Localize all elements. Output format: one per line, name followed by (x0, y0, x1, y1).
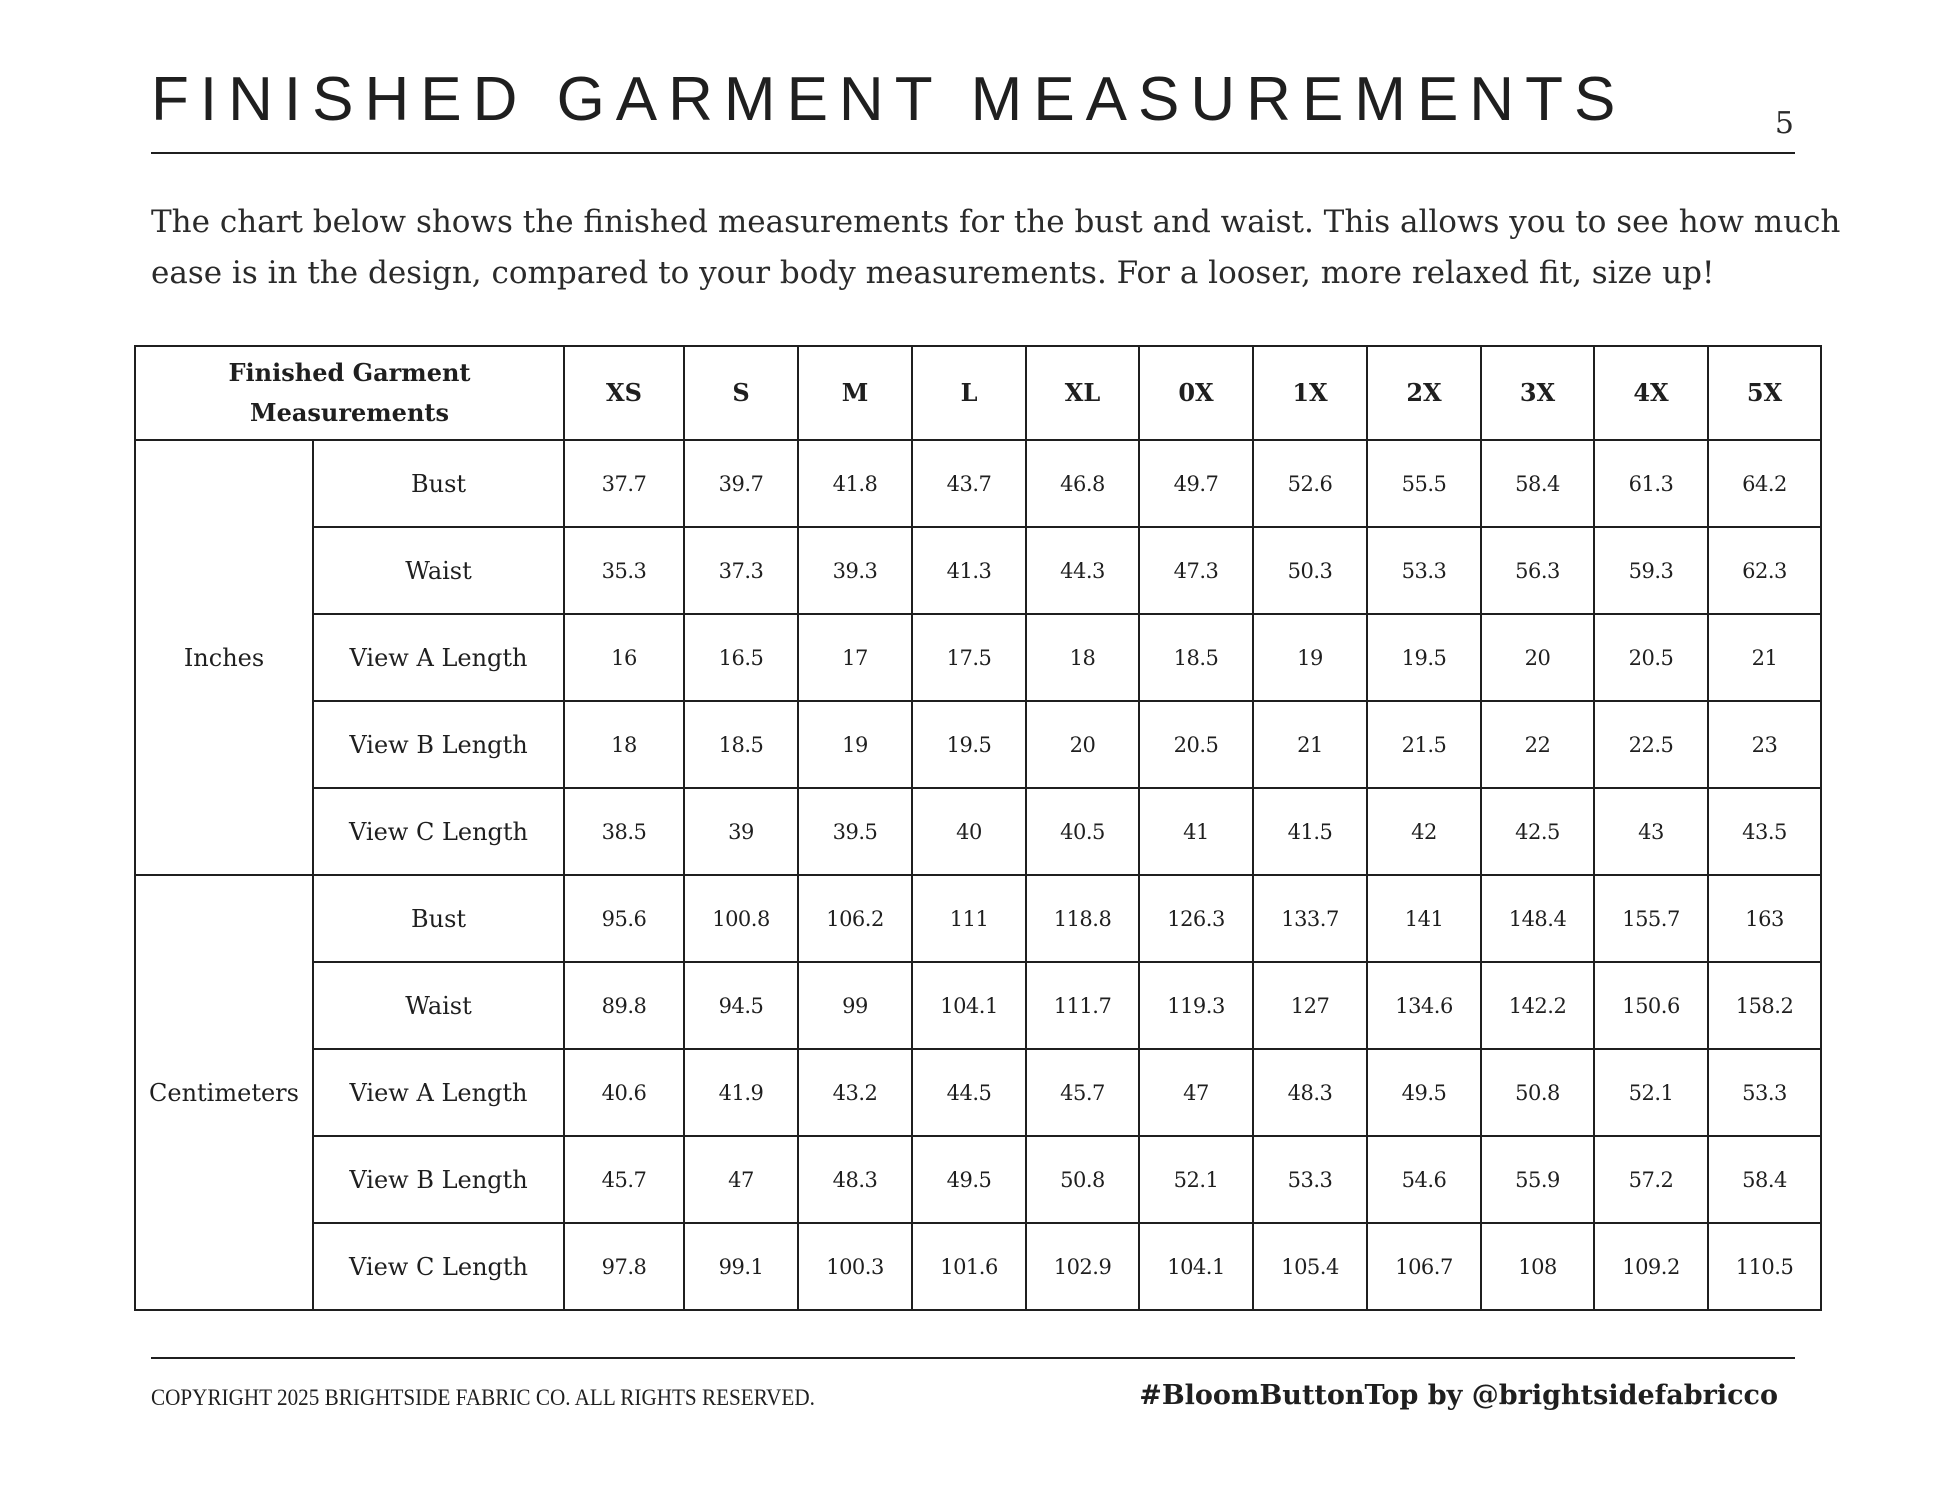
measurement-value: 111.7 (1026, 962, 1139, 1049)
measurement-value: 46.8 (1026, 440, 1139, 527)
measurement-value: 111 (912, 875, 1026, 962)
measurement-value: 59.3 (1594, 527, 1708, 614)
measurement-value: 43.2 (798, 1049, 912, 1136)
measurement-value: 20.5 (1139, 701, 1253, 788)
measurement-value: 52.1 (1594, 1049, 1708, 1136)
measurement-value: 158.2 (1708, 962, 1821, 1049)
measurement-value: 39 (684, 788, 798, 875)
measurement-value: 42 (1367, 788, 1481, 875)
size-header: 4X (1594, 346, 1708, 440)
measurement-value: 58.4 (1481, 440, 1594, 527)
measurement-value: 55.5 (1367, 440, 1481, 527)
size-header: 2X (1367, 346, 1481, 440)
measurement-value: 23 (1708, 701, 1821, 788)
measurement-value: 106.2 (798, 875, 912, 962)
measurement-value: 17 (798, 614, 912, 701)
table-row (135, 701, 1821, 788)
size-header: 3X (1481, 346, 1594, 440)
measurement-value: 57.2 (1594, 1136, 1708, 1223)
measurement-value: 109.2 (1594, 1223, 1708, 1310)
measurement-value: 45.7 (564, 1136, 684, 1223)
measurement-value: 141 (1367, 875, 1481, 962)
measurement-value: 39.7 (684, 440, 798, 527)
table-row (135, 614, 1821, 701)
measurement-value: 40.6 (564, 1049, 684, 1136)
measurement-label: Waist (313, 962, 564, 1049)
measurement-value: 105.4 (1253, 1223, 1367, 1310)
measurement-value: 54.6 (1367, 1136, 1481, 1223)
unit-group-label: Inches (135, 440, 313, 875)
measurement-value: 50.8 (1481, 1049, 1594, 1136)
measurement-value: 94.5 (684, 962, 798, 1049)
intro-line-2: ease is in the design, compared to your body measurements. For a looser, more relaxed fit, size up! (151, 255, 1715, 291)
measurement-value: 155.7 (1594, 875, 1708, 962)
size-header: 1X (1253, 346, 1367, 440)
measurement-value: 134.6 (1367, 962, 1481, 1049)
measurement-value: 38.5 (564, 788, 684, 875)
measurement-value: 21.5 (1367, 701, 1481, 788)
measurement-label: Waist (313, 527, 564, 614)
measurement-value: 41 (1139, 788, 1253, 875)
measurement-value: 19.5 (1367, 614, 1481, 701)
measurement-value: 55.9 (1481, 1136, 1594, 1223)
size-header: L (912, 346, 1026, 440)
measurement-value: 58.4 (1708, 1136, 1821, 1223)
measurement-value: 18.5 (684, 701, 798, 788)
measurement-value: 49.5 (912, 1136, 1026, 1223)
measurement-value: 21 (1253, 701, 1367, 788)
measurement-value: 56.3 (1481, 527, 1594, 614)
measurement-value: 50.8 (1026, 1136, 1139, 1223)
measurement-value: 52.1 (1139, 1136, 1253, 1223)
corner-header-line-2: Measurements (250, 398, 449, 427)
measurement-value: 52.6 (1253, 440, 1367, 527)
measurement-value: 16 (564, 614, 684, 701)
measurement-value: 53.3 (1708, 1049, 1821, 1136)
measurement-value: 102.9 (1026, 1223, 1139, 1310)
measurement-value: 104.1 (912, 962, 1026, 1049)
measurement-value: 53.3 (1253, 1136, 1367, 1223)
measurement-value: 40 (912, 788, 1026, 875)
measurement-label: View B Length (313, 701, 564, 788)
table-row (135, 1049, 1821, 1136)
measurement-label: Bust (313, 875, 564, 962)
measurement-value: 20 (1026, 701, 1139, 788)
corner-header-line-1: Finished Garment (228, 358, 471, 387)
measurement-value: 37.3 (684, 527, 798, 614)
measurement-value: 47 (684, 1136, 798, 1223)
measurement-value: 97.8 (564, 1223, 684, 1310)
measurement-value: 22.5 (1594, 701, 1708, 788)
measurement-value: 62.3 (1708, 527, 1821, 614)
footer-copyright: COPYRIGHT 2025 BRIGHTSIDE FABRIC CO. ALL RIGHTS RESERVED. (151, 1385, 815, 1410)
measurement-value: 21 (1708, 614, 1821, 701)
measurement-value: 22 (1481, 701, 1594, 788)
measurement-value: 42.5 (1481, 788, 1594, 875)
measurement-value: 39.5 (798, 788, 912, 875)
measurement-value: 110.5 (1708, 1223, 1821, 1310)
measurement-value: 43 (1594, 788, 1708, 875)
measurement-value: 37.7 (564, 440, 684, 527)
table-row (135, 1136, 1821, 1223)
measurement-value: 126.3 (1139, 875, 1253, 962)
size-header: 5X (1708, 346, 1821, 440)
table-row (135, 788, 1821, 875)
measurement-value: 127 (1253, 962, 1367, 1049)
measurement-value: 41.3 (912, 527, 1026, 614)
measurement-value: 48.3 (798, 1136, 912, 1223)
measurement-value: 148.4 (1481, 875, 1594, 962)
measurement-value: 119.3 (1139, 962, 1253, 1049)
measurement-value: 49.5 (1367, 1049, 1481, 1136)
measurement-value: 64.2 (1708, 440, 1821, 527)
measurement-value: 50.3 (1253, 527, 1367, 614)
table-body (135, 440, 1821, 1310)
measurement-value: 100.3 (798, 1223, 912, 1310)
measurement-value: 53.3 (1367, 527, 1481, 614)
table-header-row (135, 346, 1821, 440)
measurement-value: 99.1 (684, 1223, 798, 1310)
measurement-value: 19.5 (912, 701, 1026, 788)
measurement-value: 20.5 (1594, 614, 1708, 701)
measurement-value: 163 (1708, 875, 1821, 962)
measurement-value: 101.6 (912, 1223, 1026, 1310)
measurement-value: 49.7 (1139, 440, 1253, 527)
measurement-label: Bust (313, 440, 564, 527)
size-header: XS (564, 346, 684, 440)
measurement-value: 20 (1481, 614, 1594, 701)
measurement-value: 150.6 (1594, 962, 1708, 1049)
measurement-value: 95.6 (564, 875, 684, 962)
size-header: M (798, 346, 912, 440)
measurement-value: 40.5 (1026, 788, 1139, 875)
footer-divider (151, 1357, 1795, 1359)
measurement-value: 61.3 (1594, 440, 1708, 527)
measurement-label: View A Length (313, 1049, 564, 1136)
measurement-value: 47 (1139, 1049, 1253, 1136)
size-header: 0X (1139, 346, 1253, 440)
measurement-value: 16.5 (684, 614, 798, 701)
table-row (135, 440, 1821, 527)
measurement-label: View C Length (313, 1223, 564, 1310)
measurement-value: 18 (564, 701, 684, 788)
unit-group-label: Centimeters (135, 875, 313, 1310)
measurement-value: 41.9 (684, 1049, 798, 1136)
measurement-value: 19 (798, 701, 912, 788)
header-divider (151, 152, 1795, 154)
measurement-value: 18.5 (1139, 614, 1253, 701)
measurement-value: 45.7 (1026, 1049, 1139, 1136)
intro-paragraph (151, 197, 1851, 299)
measurement-value: 48.3 (1253, 1049, 1367, 1136)
measurement-value: 44.5 (912, 1049, 1026, 1136)
page-number: 5 (1774, 106, 1794, 141)
measurement-value: 106.7 (1367, 1223, 1481, 1310)
measurements-table (134, 345, 1822, 1311)
footer-hashtag: #BloomButtonTop by @brightsidefabricco (1139, 1380, 1778, 1411)
page-title: FINISHED GARMENT MEASUREMENTS (151, 65, 1627, 134)
table-row (135, 962, 1821, 1049)
size-header: S (684, 346, 798, 440)
measurement-value: 18 (1026, 614, 1139, 701)
measurement-value: 104.1 (1139, 1223, 1253, 1310)
table-corner-header (135, 346, 564, 440)
measurement-value: 99 (798, 962, 912, 1049)
measurement-value: 108 (1481, 1223, 1594, 1310)
measurement-value: 17.5 (912, 614, 1026, 701)
measurement-value: 41.8 (798, 440, 912, 527)
measurement-value: 89.8 (564, 962, 684, 1049)
measurement-label: View C Length (313, 788, 564, 875)
table-row (135, 527, 1821, 614)
size-header: XL (1026, 346, 1139, 440)
measurement-value: 19 (1253, 614, 1367, 701)
measurement-label: View A Length (313, 614, 564, 701)
measurement-value: 100.8 (684, 875, 798, 962)
table-row (135, 1223, 1821, 1310)
measurement-value: 142.2 (1481, 962, 1594, 1049)
measurement-value: 44.3 (1026, 527, 1139, 614)
measurement-label: View B Length (313, 1136, 564, 1223)
measurement-value: 35.3 (564, 527, 684, 614)
measurement-value: 118.8 (1026, 875, 1139, 962)
measurement-value: 43.7 (912, 440, 1026, 527)
measurement-value: 39.3 (798, 527, 912, 614)
measurement-value: 133.7 (1253, 875, 1367, 962)
measurement-value: 43.5 (1708, 788, 1821, 875)
table-row (135, 875, 1821, 962)
measurement-value: 47.3 (1139, 527, 1253, 614)
intro-line-1: The chart below shows the finished measurements for the bust and waist. This allows you to see how much (151, 204, 1841, 240)
measurement-value: 41.5 (1253, 788, 1367, 875)
